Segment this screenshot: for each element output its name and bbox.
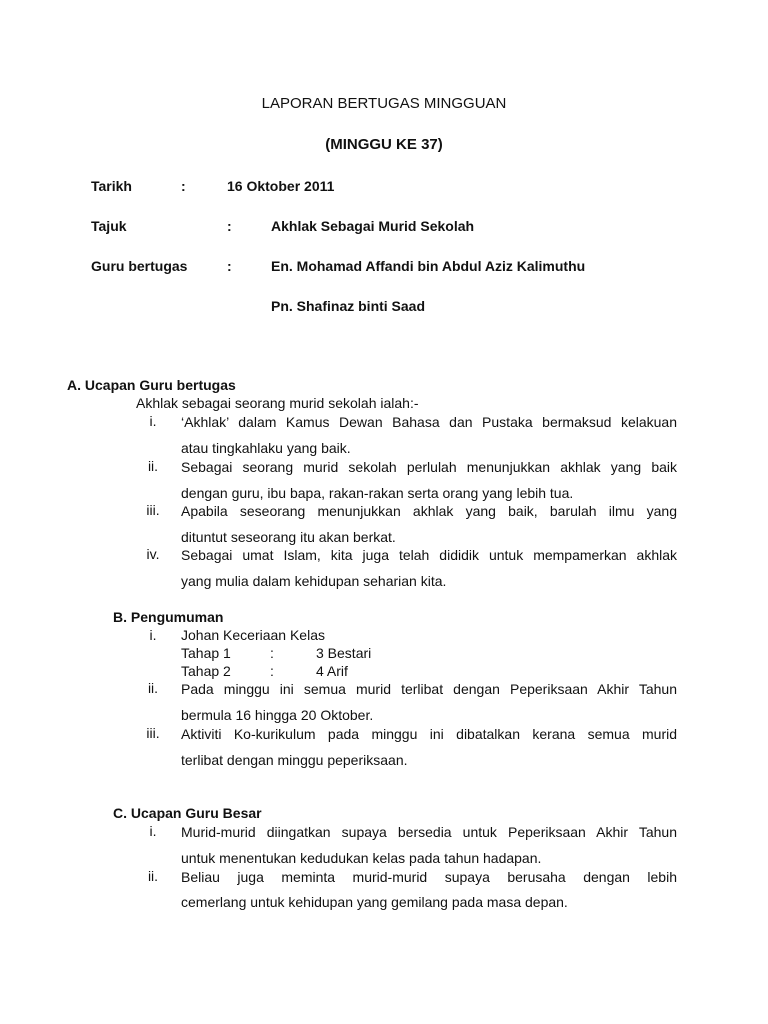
- tahap-value: 3 Bestari: [316, 645, 372, 661]
- tarikh-value: 16 Oktober 2011: [227, 178, 335, 194]
- list-item-continuation: dituntut seseorang itu akan berkat.: [181, 529, 396, 545]
- list-item-continuation: terlibat dengan minggu peperiksaan.: [181, 752, 408, 768]
- list-item-text: Aktiviti Ko-kurikulum pada minggu ini dibatalkan kerana semua murid: [181, 726, 677, 742]
- list-number: i.: [149, 627, 157, 643]
- tahap-colon: :: [270, 663, 274, 679]
- list-number: i.: [149, 823, 157, 839]
- list-item-text: Murid-murid diingatkan supaya bersedia untuk Peperiksaan Akhir Tahun: [181, 824, 677, 840]
- list-item-continuation: bermula 16 hingga 20 Oktober.: [181, 707, 374, 723]
- list-item-text: Apabila seseorang menunjukkan akhlak yang baik, barulah ilmu yang: [181, 503, 677, 519]
- list-item-text: Beliau juga meminta murid-murid supaya berusaha dengan lebih: [181, 869, 677, 885]
- list-item-continuation: untuk menentukan kedudukan kelas pada tahun hadapan.: [181, 850, 542, 866]
- section-c-heading: C. Ucapan Guru Besar: [113, 805, 262, 821]
- list-number: ii.: [147, 458, 159, 474]
- list-item-continuation: yang mulia dalam kehidupan seharian kita.: [181, 573, 447, 589]
- guru-colon: :: [227, 258, 232, 274]
- section-a-intro: Akhlak sebagai seorang murid sekolah ialah:-: [136, 395, 419, 411]
- guru-label: Guru bertugas: [91, 258, 188, 274]
- tajuk-value: Akhlak Sebagai Murid Sekolah: [271, 218, 475, 234]
- guru-value-2: Pn. Shafinaz binti Saad: [271, 298, 426, 314]
- guru-value-1: En. Mohamad Affandi bin Abdul Aziz Kalimuthu: [271, 258, 586, 274]
- tahap-colon: :: [270, 645, 274, 661]
- tahap-label: Tahap 1: [181, 645, 231, 661]
- list-item-continuation: atau tingkahlaku yang baik.: [181, 440, 351, 456]
- tahap-value: 4 Arif: [316, 663, 348, 679]
- list-item-continuation: dengan guru, ibu bapa, rakan-rakan serta orang yang lebih tua.: [181, 485, 574, 501]
- list-number: ii.: [147, 868, 159, 884]
- list-item-text: Sebagai seorang murid sekolah perlulah menunjukkan akhlak yang baik: [181, 459, 677, 475]
- list-item-continuation: cemerlang untuk kehidupan yang gemilang pada masa depan.: [181, 894, 568, 910]
- list-number: i.: [149, 413, 157, 429]
- section-a-heading: A. Ucapan Guru bertugas: [67, 377, 236, 393]
- document-title: LAPORAN BERTUGAS MINGGUAN: [261, 95, 507, 112]
- list-number: iii.: [146, 725, 160, 741]
- tajuk-label: Tajuk: [91, 218, 127, 234]
- week-number: (MINGGU KE 37): [325, 136, 443, 153]
- list-item-text: Johan Keceriaan Kelas: [181, 627, 325, 643]
- list-item-text: ‘Akhlak’ dalam Kamus Dewan Bahasa dan Pustaka bermaksud kelakuan: [181, 414, 677, 430]
- list-item-text: Sebagai umat Islam, kita juga telah dididik untuk mempamerkan akhlak: [181, 547, 677, 563]
- section-b-heading: B. Pengumuman: [113, 609, 224, 625]
- tajuk-colon: :: [227, 218, 232, 234]
- tarikh-label: Tarikh: [91, 178, 132, 194]
- list-number: iv.: [146, 546, 160, 562]
- list-number: iii.: [146, 502, 160, 518]
- list-item-text: Pada minggu ini semua murid terlibat dengan Peperiksaan Akhir Tahun: [181, 681, 677, 697]
- tahap-label: Tahap 2: [181, 663, 231, 679]
- list-number: ii.: [147, 680, 159, 696]
- tarikh-colon: :: [181, 178, 186, 194]
